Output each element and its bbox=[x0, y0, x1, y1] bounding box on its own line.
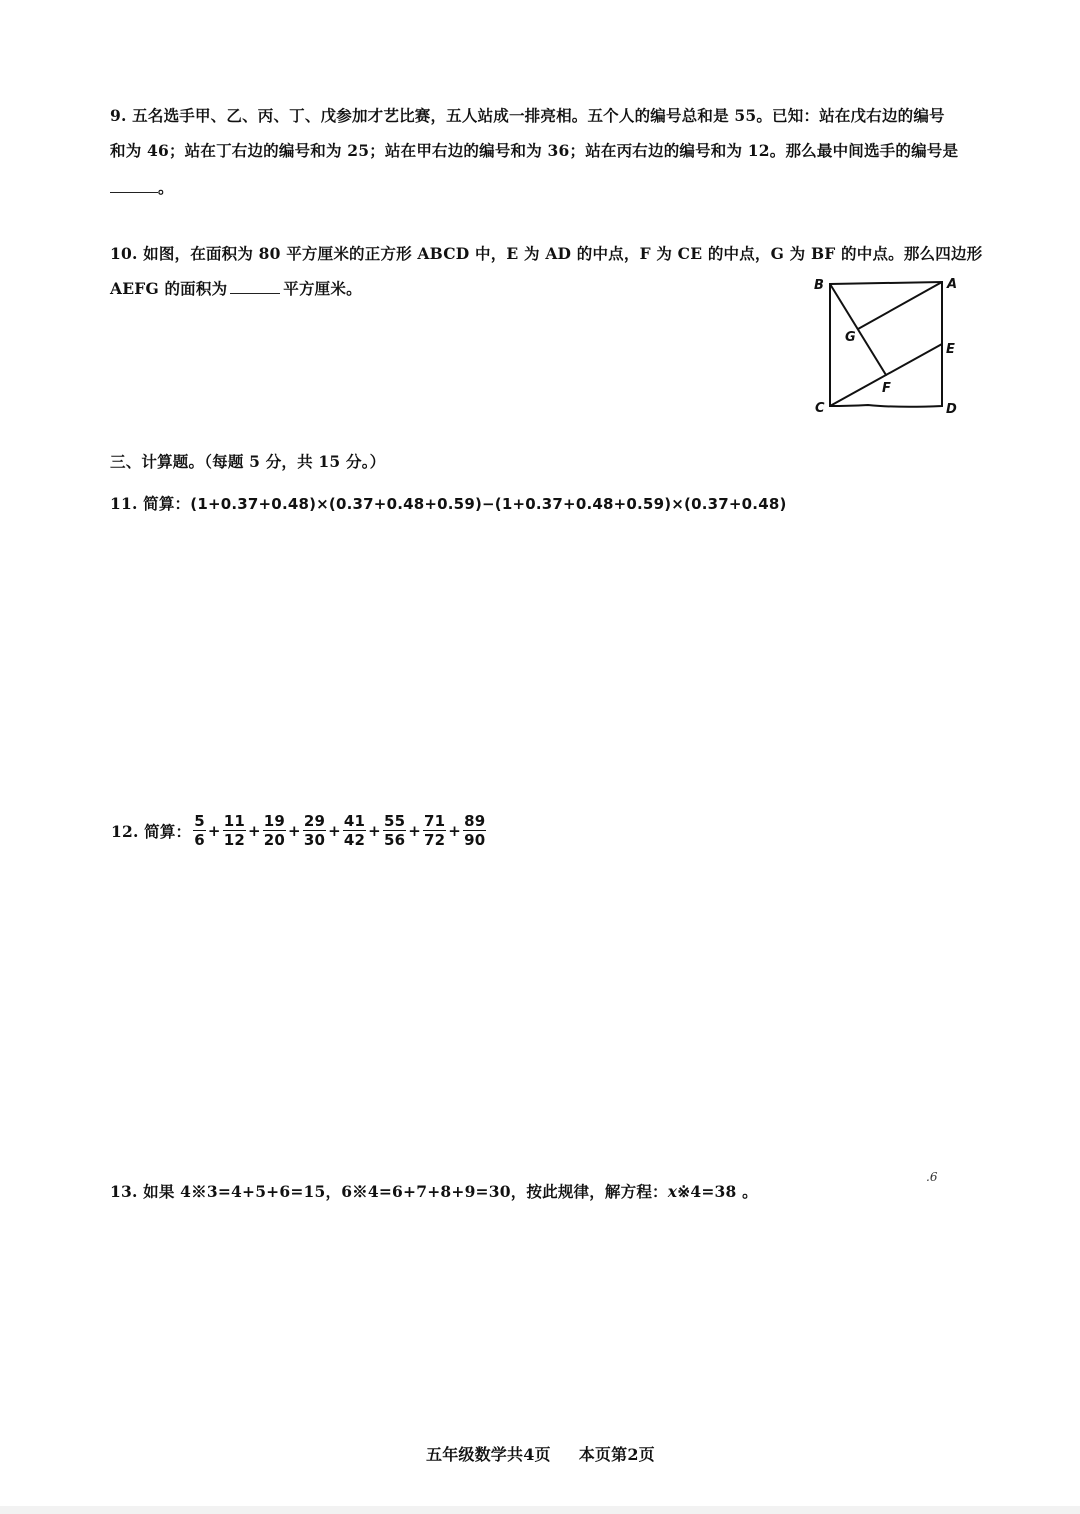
footer bbox=[426, 1442, 655, 1465]
numerator: 29 bbox=[303, 812, 326, 830]
q9-line3-end: 。 bbox=[158, 178, 174, 197]
q13-variable: x bbox=[667, 1182, 678, 1201]
numerator: 19 bbox=[263, 812, 286, 830]
denominator: 42 bbox=[343, 831, 366, 849]
label-d: D bbox=[946, 402, 957, 417]
q10-line1: 10. 如图，在面积为 80 平方厘米的正方形 ABCD 中，E 为 AD 的中点，F 为 CE 的中点，G 为 BF 的中点。那么四边形 bbox=[110, 244, 983, 263]
q11-line bbox=[110, 492, 787, 514]
q10-line2 bbox=[110, 277, 362, 299]
q11-label: 11. 简算： bbox=[110, 494, 191, 513]
q9-line2: 和为 46；站在丁右边的编号和为 25；站在甲右边的编号和为 36；站在丙右边的编号和为 12。那么最中间选手的编号是 bbox=[110, 141, 959, 160]
margin-mark: .6 bbox=[926, 1170, 938, 1184]
numerator: 71 bbox=[424, 812, 446, 830]
denominator: 30 bbox=[303, 831, 326, 849]
numerator: 41 bbox=[343, 812, 366, 830]
fraction bbox=[223, 812, 246, 849]
scan-edge bbox=[0, 1506, 1080, 1514]
fraction bbox=[343, 812, 366, 849]
footer-total-pages: 五年级数学共4页 bbox=[426, 1445, 551, 1464]
plus-operator: + bbox=[448, 821, 462, 840]
q10-line2-end: 平方厘米。 bbox=[283, 279, 362, 298]
q9-line1: 9. 五名选手甲、乙、丙、丁、戊参加才艺比赛，五人站成一排亮相。五个人的编号总和是 55。已知：站在戊右边的编号 bbox=[110, 106, 945, 125]
fraction bbox=[383, 812, 406, 849]
q12-line bbox=[110, 812, 487, 849]
answer-blank[interactable] bbox=[110, 191, 158, 193]
denominator: 56 bbox=[383, 831, 406, 849]
label-f: F bbox=[882, 381, 891, 396]
fraction bbox=[193, 812, 206, 849]
fraction bbox=[463, 812, 486, 849]
numerator: 5 bbox=[194, 812, 205, 830]
q12-expression bbox=[192, 812, 487, 849]
plus-operator: + bbox=[207, 821, 221, 840]
label-b: B bbox=[814, 278, 824, 293]
plus-operator: + bbox=[408, 821, 421, 840]
q13-text-end: ※4=38 。 bbox=[677, 1182, 758, 1201]
label-c: C bbox=[815, 401, 825, 416]
q12-label: 12. 简算： bbox=[111, 821, 192, 841]
square-figure bbox=[808, 272, 968, 422]
section-title: 三、计算题。（每题 5 分，共 15 分。） bbox=[110, 452, 386, 471]
denominator: 72 bbox=[424, 831, 446, 849]
q13-line bbox=[110, 1180, 758, 1202]
plus-operator: + bbox=[288, 821, 301, 840]
denominator: 12 bbox=[223, 831, 245, 849]
numerator: 11 bbox=[223, 812, 245, 830]
fraction bbox=[423, 812, 446, 849]
fraction bbox=[303, 812, 326, 849]
q13-text-start: 13. 如果 4※3=4+5+6=15，6※4=6+7+8+9=30，按此规律，解方程： bbox=[110, 1182, 668, 1201]
fraction bbox=[263, 812, 286, 849]
label-e: E bbox=[946, 342, 955, 357]
q10-line2-start: AEFG 的面积为 bbox=[110, 279, 228, 298]
denominator: 90 bbox=[464, 831, 486, 849]
plus-operator: + bbox=[328, 821, 341, 840]
segment-ag bbox=[858, 282, 942, 329]
denominator: 20 bbox=[263, 831, 286, 849]
plus-operator: + bbox=[368, 821, 381, 840]
plus-operator: + bbox=[247, 821, 261, 840]
label-g: G bbox=[845, 330, 856, 345]
numerator: 89 bbox=[464, 812, 486, 830]
q9-line3 bbox=[110, 176, 174, 198]
answer-blank[interactable] bbox=[230, 292, 280, 294]
label-a: A bbox=[947, 277, 958, 292]
denominator: 6 bbox=[194, 831, 205, 849]
footer-page-number: 本页第2页 bbox=[578, 1445, 655, 1464]
q11-expression: (1+0.37+0.48)×(0.37+0.48+0.59)−(1+0.37+0.48+0.59)×(0.37+0.48) bbox=[190, 495, 787, 513]
numerator: 55 bbox=[383, 812, 406, 830]
